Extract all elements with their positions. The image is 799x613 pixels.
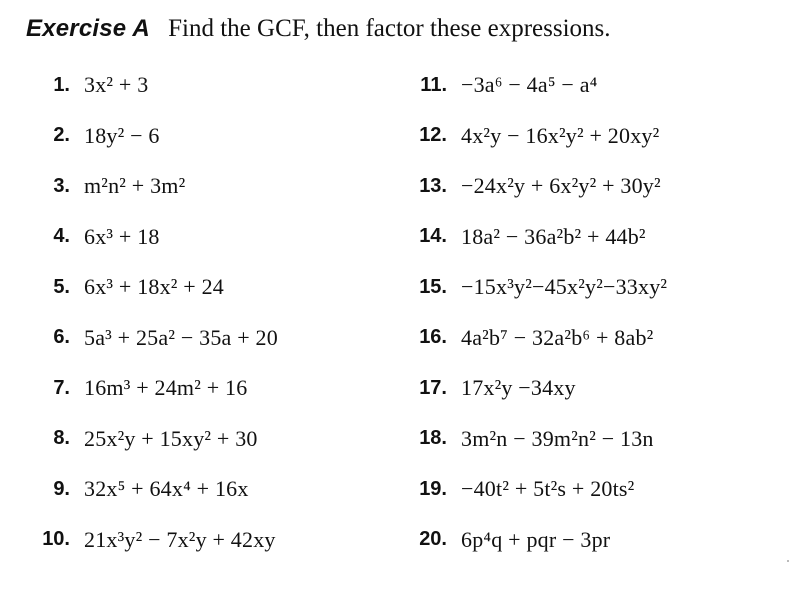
problem-expression: −24x²y + 6x²y² + 30y² <box>461 173 661 199</box>
problem-expression: 5a³ + 25a² − 35a + 20 <box>84 324 278 350</box>
left-problem-column <box>42 60 382 565</box>
problem-item <box>405 60 795 111</box>
problem-number: 15. <box>419 275 447 298</box>
problem-expression: 21x³y² − 7x²y + 42xy <box>84 526 276 552</box>
problem-item <box>42 111 382 162</box>
problem-expression: 32x⁵ + 64x⁴ + 16x <box>84 476 249 502</box>
problem-number: 18. <box>419 427 447 450</box>
problem-item <box>42 515 382 566</box>
problem-expression: 18y² − 6 <box>84 122 160 148</box>
problem-item <box>42 414 382 465</box>
problem-item <box>42 161 382 212</box>
problem-expression: 3x² + 3 <box>84 72 149 98</box>
problem-number: 3. <box>53 174 70 197</box>
problem-item <box>42 363 382 414</box>
problem-number: 4. <box>53 225 70 248</box>
problem-item <box>405 363 795 414</box>
problem-expression: −15x³y²−45x²y²−33xy² <box>461 274 668 300</box>
problem-expression: 6x³ + 18x² + 24 <box>84 274 225 300</box>
exercise-label: Exercise A <box>26 15 150 42</box>
problem-number: 7. <box>53 376 70 399</box>
problem-number: 2. <box>53 124 70 147</box>
problem-item <box>405 414 795 465</box>
problem-number: 11. <box>420 73 447 96</box>
problem-expression: 18a² − 36a²b² + 44b² <box>461 223 646 249</box>
problem-number: 9. <box>53 477 70 500</box>
problem-number: 17. <box>419 376 447 399</box>
problem-expression: 3m²n − 39m²n² − 13n <box>461 425 654 451</box>
scan-speck <box>787 560 789 562</box>
problem-number: 16. <box>419 326 447 349</box>
problem-number: 14. <box>419 225 447 248</box>
problem-expression: −3a⁶ − 4a⁵ − a⁴ <box>461 72 598 98</box>
problem-item <box>42 464 382 515</box>
problem-item <box>405 313 795 364</box>
right-problem-column <box>405 60 795 565</box>
problem-expression: 17x²y −34xy <box>461 375 576 401</box>
problem-expression: 16m³ + 24m² + 16 <box>84 375 248 401</box>
problem-item <box>42 313 382 364</box>
problem-item <box>405 111 795 162</box>
problem-expression: 6x³ + 18 <box>84 223 160 249</box>
problem-number: 10. <box>42 528 70 551</box>
problem-item <box>405 212 795 263</box>
problem-number: 12. <box>419 124 447 147</box>
problem-item <box>405 515 795 566</box>
exercise-instructions: Find the GCF, then factor these expressions. <box>168 15 611 42</box>
problem-expression: 6p⁴q + pqr − 3pr <box>461 526 611 552</box>
problem-item <box>405 161 795 212</box>
problem-number: 5. <box>53 275 70 298</box>
problem-item <box>42 262 382 313</box>
problem-item <box>405 464 795 515</box>
problem-item <box>42 60 382 111</box>
problem-number: 13. <box>419 174 447 197</box>
problem-expression: 25x²y + 15xy² + 30 <box>84 425 258 451</box>
problem-expression: −40t² + 5t²s + 20ts² <box>461 476 635 502</box>
problem-number: 1. <box>53 73 70 96</box>
problem-expression: m²n² + 3m² <box>84 173 186 199</box>
problem-number: 6. <box>53 326 70 349</box>
problem-item <box>405 262 795 313</box>
problem-number: 20. <box>419 528 447 551</box>
problem-number: 8. <box>53 427 70 450</box>
problem-item <box>42 212 382 263</box>
problem-number: 19. <box>419 477 447 500</box>
problem-expression: 4a²b⁷ − 32a²b⁶ + 8ab² <box>461 324 654 350</box>
exercise-header <box>26 6 776 50</box>
problem-expression: 4x²y − 16x²y² + 20xy² <box>461 122 660 148</box>
